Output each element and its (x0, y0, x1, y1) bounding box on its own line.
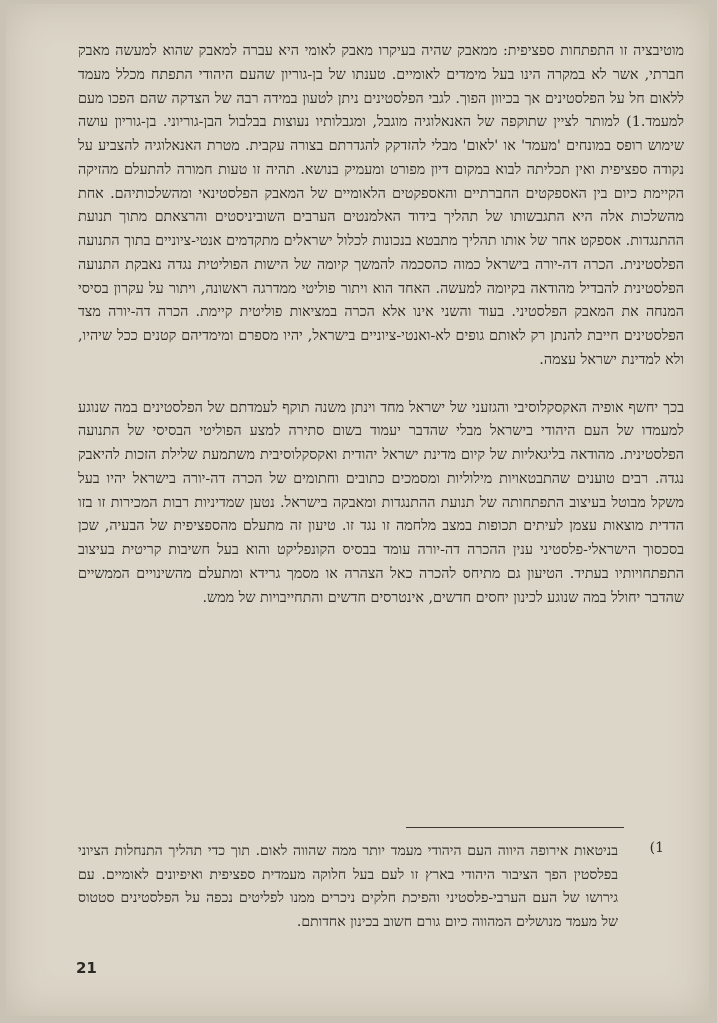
paragraph-2: בכך יחשף אופיה האקסקלוסיבי והגזעני של ישראל מחד וינתן משנה תוקף לעמדתם של הפלסטינים במה שנוגע למעמדו של העם היהודי בישראל מבלי שהדבר יעמוד בשום סתירה למצע הפוליטי הבסיסי של התנועה הפלסטינית. מהודאה בליגאליות של קיום מדינת ישראל יהודית ואקסקלוסיבית משתמעת שלילת הזכות להיאבק נגדה. רבים טוענים שהתבטאויות מילוליות ומסמכים כתובים וחתומים של הכרה דה-יורה בישראל יהיו בעל משקל מבוטל בעיצוב התפתחותה של תנועת ההתנגדות ומאבקה בישראל. נטען שמדיניות רבות המכירות זו בזו הדדית מוצאות עצמן לעיתים תכופות במצב מלחמה זו נגד זו. טיעון זה מתעלם מהספציפית של הבעיה, שכן בסכסוך הישראלי-פלסטיני ענין ההכרה דה-יורה עומד בבסיס הקונפליקט והוא בעל חשיבות קריטית בעיצוב התפתחויותיו בעתיד. הטיעון גם מתיחס להכרה כאל הצהרה או מסמך גרידא ומתעלם מהשינויים הממשיים שהדבר יחולל במה שנוגע לכינון יחסים חדשים, אינטרסים חדשים והתחייבויות של ממש. (78, 399, 684, 606)
paragraph-1: מוטיבציה זו התפתחות ספציפית: ממאבק שהיה בעיקרו מאבק לאומי היא עברה למאבק שהוא למעשה מאבק חברתי, אשר לא במקרה הינו בעל מימדים לאומיים. טענתו של בן-גוריון שהעם היהודי התפתח מכלל מעמד ללאום חל על הפלסטינים אך בכיוון הפוך. לגבי הפלסטינים ניתן לטעון במידה רבה של הצדקה שהם הפכו מעם למעמד.1) למותר לציין שתוקפה של האנאלוגיה מוגבל, ומגבלותיו נעוצות בבלבול הבן-גוריוני. בן-גוריון עושה שימוש רופס במונחים 'מעמד' או 'לאום' מבלי להזדקק להגדרתם בצורה עקבית. מטרת האנאלוגיה להצביע על נקודה ספציפית ואין תכליתה לבוא במקום דיון מפורט ומעמיק בנושא. תהיה זו טעות חמורה להתעלם מהזיקה הקיימת כיום בין האספקטים החברתיים והאספקטים הלאומיים של המאבק הפלסטינאי ומהשלכותיהם. אחת מהשלכות אלה היא התגבשותו של תהליך בידוד האלמנטים הערבים השוביניסטים והרצאתם מתוך תנועת ההתנגדות. אספקט אחר של אותו תהליך מתבטא בנכונות לכלול ישראלים מתקדמים אנטי-ציוניים בתוך התנועה הפלסטינית. הכרה דה-יורה בישראל כמוה כהסכמה להמשך קיומה של הישות הפוליטית נגדה נאבקת התנועה הפלסטינית להבדיל מהודאה בקיומה למעשה. האחד הוא ויתור פוליטי ממדרגה ראשונה, ויתור על עקרון בסיסי המנחה את המאבק הפלסטיני. בעוד והשני אינו אלא הכרה במציאות פוליטית קיימת. הכרה דה-יורה מצד הפלסטינים חייבת להנתן רק לאותם גופים לא-ואנטי-ציוניים בישראל, יהיו מספרם ומימדיהם קטנים ככל שיהיו, ולא למדינת ישראל עצמה. (78, 43, 684, 368)
footnote-separator (406, 827, 624, 828)
book-page (6, 4, 709, 1016)
footnote-text: בניטאות אירופה היווה העם היהודי מעמד יותר ממה שהווה לאום. תוך כדי תהליך התנחלות הציוני בפלסטין הפך הציבור היהודי בארץ זו לעם בעל חלוקה מעמדית ספציפית ואיפיונים לאומיים. עם גירושו של העם הערבי-פלסטיני והפיכת חלקים ניכרים ממנו לפליטים נכפה על הפלסטינים סטטוס של מעמד מנושלים המהווה כיום גורם חשוב בכינון אחדותם. (78, 843, 618, 930)
page-number: 21 (76, 959, 97, 977)
footnote-marker: 1) (649, 840, 664, 856)
main-text-block (78, 40, 684, 610)
